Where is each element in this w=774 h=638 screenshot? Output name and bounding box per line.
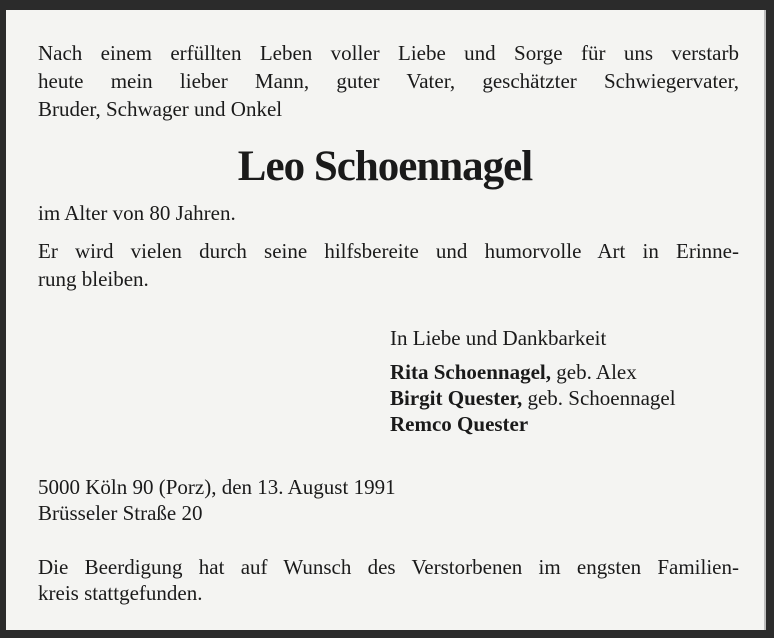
- mourner-2-name: Birgit Quester,: [390, 386, 523, 410]
- closing-line: In Liebe und Dankbarkeit: [390, 326, 607, 350]
- mourner-3: [390, 411, 528, 437]
- obituary-notice: [6, 10, 766, 630]
- funeral-line-2: kreis stattgefunden.: [38, 581, 203, 605]
- mourner-1: [390, 359, 637, 385]
- address: Brüsseler Straße 20: [38, 501, 203, 525]
- deceased-name: Leo Schoennagel: [237, 143, 533, 190]
- mourner-1-name: Rita Schoennagel,: [390, 360, 552, 384]
- mourner-3-name: Remco Quester: [390, 412, 529, 436]
- age-line: im Alter von 80 Jahren.: [38, 201, 236, 225]
- place-date: 5000 Köln 90 (Porz), den 13. August 1991: [38, 475, 396, 499]
- mourner-2-note: geb. Schoennagel: [522, 386, 676, 410]
- funeral-line-1: Die Beerdigung hat auf Wunsch des Verstorbenen im engsten Familien-: [38, 555, 739, 579]
- remembrance-line-2: rung bleiben.: [38, 267, 149, 291]
- remembrance-line-1: Er wird vielen durch seine hilfsbereite und humorvolle Art in Erinne-: [38, 239, 739, 263]
- mourner-2: [390, 385, 676, 411]
- intro-line-1: Nach einem erfüllten Leben voller Liebe und Sorge für uns verstarb: [38, 41, 739, 65]
- intro-line-2: heute mein lieber Mann, guter Vater, geschätzter Schwiegervater,: [38, 69, 739, 93]
- intro-line-3: Bruder, Schwager und Onkel: [38, 97, 283, 121]
- mourner-1-note: geb. Alex: [551, 360, 637, 384]
